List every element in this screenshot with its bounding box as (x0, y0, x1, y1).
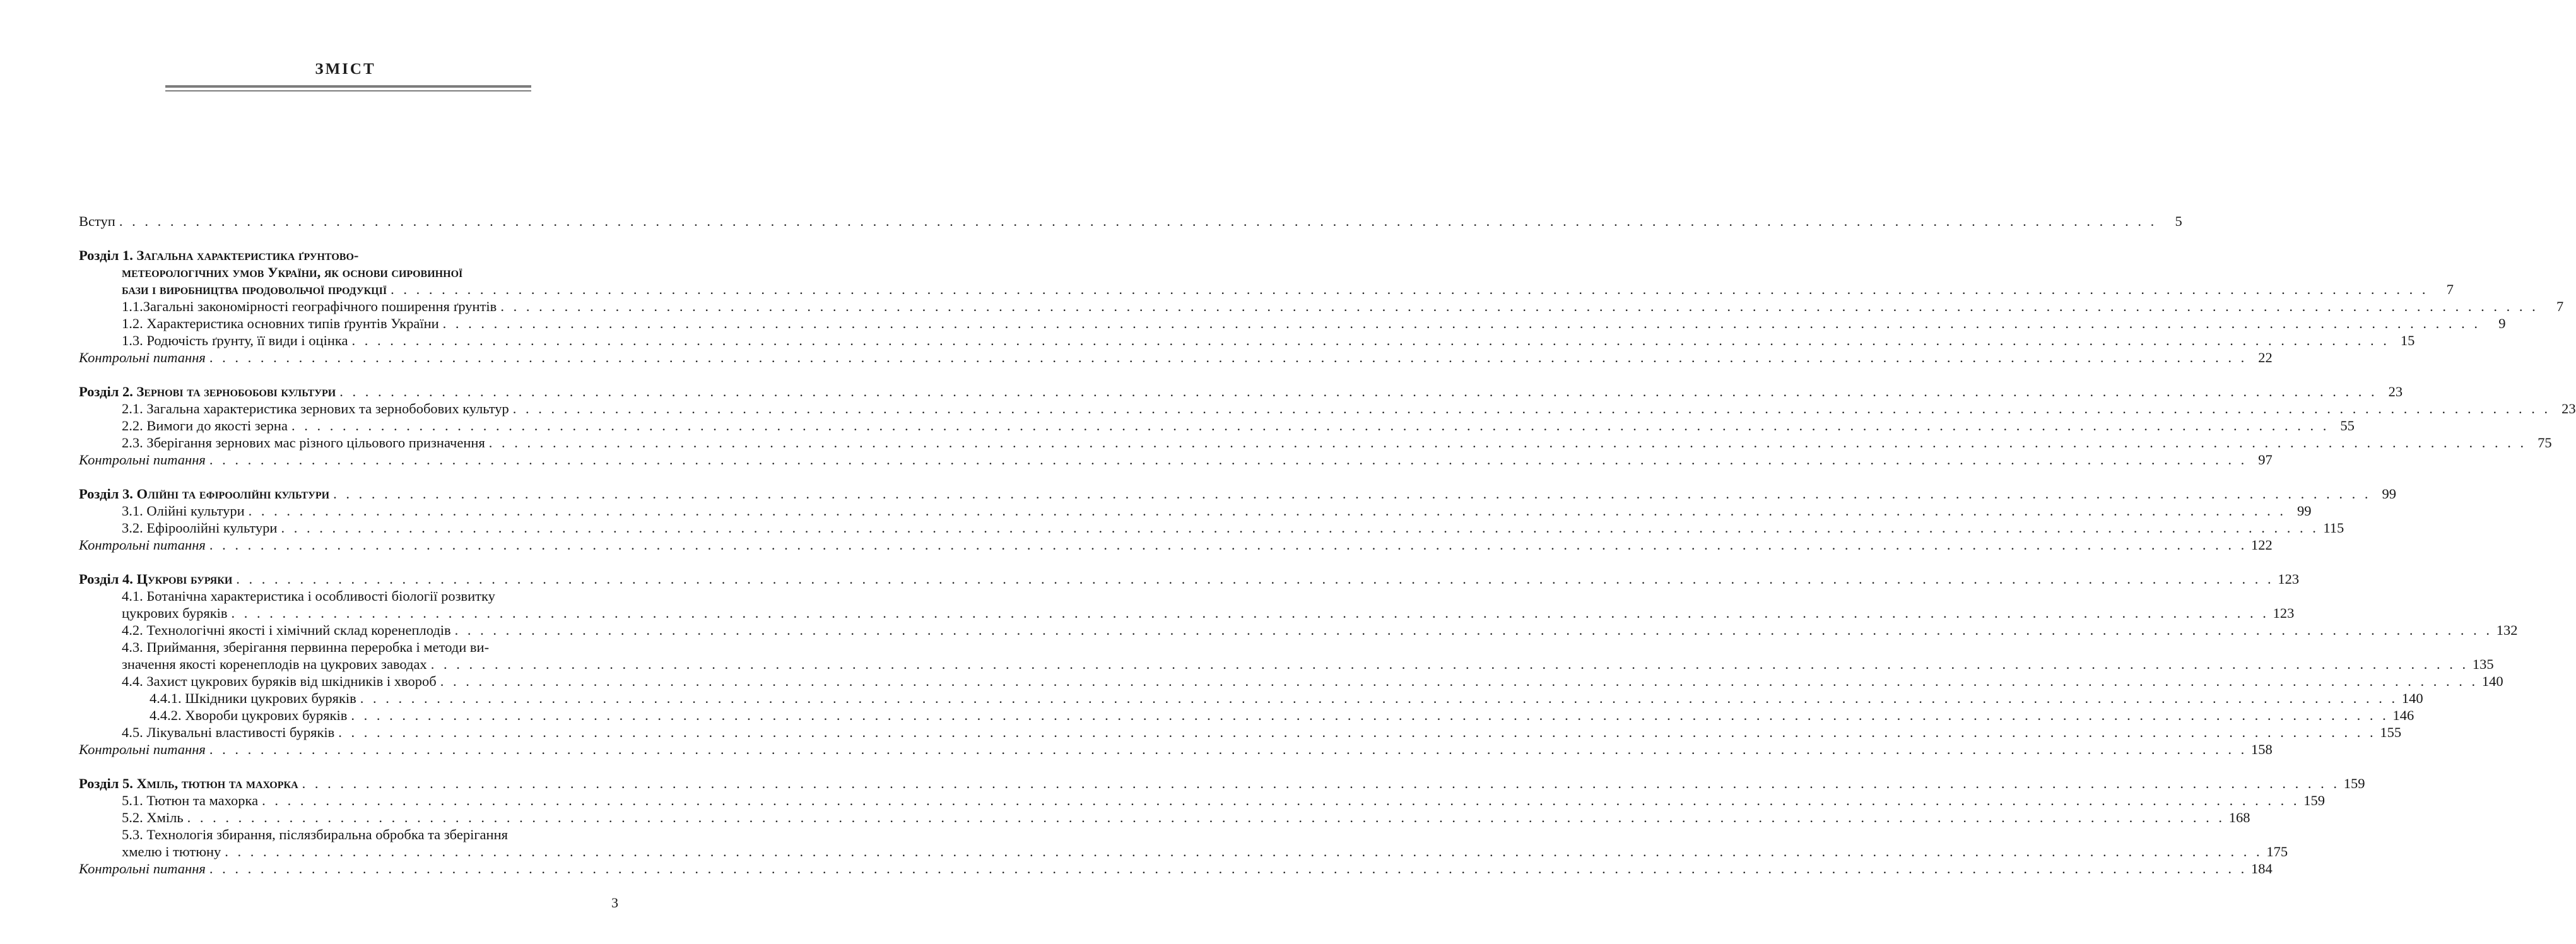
toc-page-number: 122 (2250, 537, 2273, 553)
dot-leader (245, 502, 2290, 519)
toc-page-number: 9 (2498, 316, 2506, 331)
toc-chapter-1 (79, 247, 2564, 366)
toc-entry-questions (79, 741, 2273, 758)
toc-chapter-3 (79, 485, 2396, 553)
dot-leader (277, 519, 2322, 536)
dot-leader (437, 673, 2482, 690)
dot-leader (206, 860, 2251, 877)
toc-entry-questions (79, 860, 2273, 877)
toc-entry-section (79, 298, 2564, 315)
toc-entry-text: 5.2. Хміль (122, 810, 184, 825)
table-of-contents (79, 213, 2576, 894)
toc-page-number: 140 (2401, 690, 2423, 706)
toc-page-number: 135 (2472, 656, 2494, 672)
dot-leader (387, 281, 2432, 298)
toc-entry-text: хмелю і тютюну (122, 844, 221, 859)
toc-page-number: 158 (2250, 741, 2273, 757)
chapter-heading-line (79, 281, 2454, 298)
chapter-heading-line (79, 485, 2396, 502)
dot-leader (427, 656, 2473, 673)
toc-page-number: 123 (2273, 605, 2295, 621)
dot-leader (288, 417, 2333, 434)
toc-entry-section (79, 400, 2576, 417)
toc-entry-section (79, 417, 2355, 434)
dot-leader (334, 724, 2380, 741)
dot-leader (347, 707, 2392, 724)
chapter-title: Хміль, тютюн та махорка (136, 776, 298, 791)
toc-entry-text: 4.4. Захист цукрових буряків від шкідників і хвороб (122, 673, 437, 689)
toc-chapter-4 (79, 570, 2518, 758)
dot-leader (356, 690, 2402, 707)
toc-entry-section (79, 315, 2506, 332)
toc-page-number: 55 (2340, 418, 2355, 434)
dot-leader (221, 843, 2266, 860)
toc-page-number: 132 (2496, 622, 2518, 638)
chapter-title: Олійні та ефіроолійні культури (136, 486, 330, 502)
toc-entry-text: 5.1. Тютюн та махорка (122, 793, 259, 808)
toc-entry-section-continued (79, 605, 2295, 622)
toc-entry-text: Контрольні питання (79, 452, 206, 468)
toc-entry-text: 4.1. Ботанічна характеристика і особливості біології розвитку (122, 588, 495, 604)
chapter-title: Цукрові буряки (136, 571, 233, 587)
dot-leader (451, 622, 2497, 639)
toc-entry-section (79, 519, 2344, 536)
toc-entry-section (79, 809, 2250, 826)
toc-page-number: 140 (2481, 673, 2503, 689)
toc-entry-text: значення якості коренеплодів на цукрових заводах (122, 656, 427, 672)
toc-entry-questions (79, 451, 2273, 468)
toc-entry-text: Контрольні питання (79, 350, 206, 365)
toc-entry-section (79, 673, 2503, 690)
toc-entry-text: 4.3. Приймання, зберігання первинна переробка і методи ви- (122, 639, 490, 655)
toc-entry-section (79, 639, 617, 656)
toc-page-number: 99 (2297, 503, 2312, 519)
toc-entry-intro (79, 213, 2182, 230)
dot-leader (336, 383, 2381, 400)
toc-page-number: 115 (2323, 520, 2344, 536)
toc-entry-text: 4.4.1. Шкідники цукрових буряків (150, 690, 356, 706)
toc-page-number: 146 (2392, 707, 2414, 723)
page-title: ЗМІСТ (315, 61, 376, 78)
toc-entry-text: 2.1. Загальна характеристика зернових та зернобобових культур (122, 401, 509, 416)
dot-leader (485, 434, 2531, 451)
dot-leader (509, 400, 2555, 417)
chapter-title: метеорологічних умов України, як основи сировинної (122, 264, 463, 280)
toc-page-number: 7 (2556, 298, 2564, 314)
toc-page-number: 23 (2561, 401, 2576, 416)
toc-entry-text: цукрових буряків (122, 605, 228, 621)
toc-entry-text: Контрольні питання (79, 741, 206, 757)
toc-entry-questions (79, 349, 2273, 366)
chapter-title: Зернові та зернобобові культури (136, 384, 336, 399)
dot-leader (232, 570, 2278, 587)
toc-entry-section (79, 826, 617, 843)
dot-leader (497, 298, 2542, 315)
page-number: 3 (611, 895, 618, 911)
dot-leader (439, 315, 2485, 332)
toc-page-number: 123 (2278, 571, 2300, 587)
chapter-label: Розділ 1. (79, 247, 133, 263)
chapter-title: Загальна характеристика ґрунтово- (136, 247, 359, 263)
chapter-heading-line (79, 247, 617, 264)
chapter-label: Розділ 3. (79, 486, 133, 502)
chapter-heading-line (79, 570, 2300, 587)
chapter-heading-line (79, 775, 2365, 792)
toc-entry-text: Контрольні питання (79, 861, 206, 876)
chapter-label: Розділ 5. (79, 776, 133, 791)
dot-leader (298, 775, 2344, 792)
dot-leader (206, 451, 2251, 468)
toc-page-number: 15 (2400, 333, 2415, 348)
toc-chapter-2 (79, 383, 2576, 468)
toc-page-number: 184 (2250, 861, 2273, 876)
toc-page-number: 7 (2446, 281, 2454, 297)
toc-page-number: 75 (2538, 435, 2552, 451)
toc-page-number: 168 (2228, 810, 2250, 825)
dot-leader (348, 332, 2393, 349)
chapter-heading-line (79, 264, 617, 281)
title-rule-thin (165, 90, 531, 91)
toc-entry-section (79, 587, 617, 605)
dot-leader (206, 536, 2251, 553)
toc-entry-section (79, 792, 2325, 809)
dot-leader (206, 349, 2251, 366)
chapter-label: Розділ 4. (79, 571, 133, 587)
toc-entry-text: 1.1.Загальні закономірності географічного поширення ґрунтів (122, 298, 497, 314)
dot-leader (228, 605, 2273, 622)
toc-entry-section (79, 332, 2415, 349)
toc-entry-text: 2.3. Зберігання зернових мас різного цільового призначення (122, 435, 485, 451)
toc-entry-text: 2.2. Вимоги до якості зерна (122, 418, 288, 434)
toc-page-number: 175 (2266, 844, 2288, 859)
toc-page-number: 22 (2258, 350, 2273, 365)
chapter-label: Розділ 2. (79, 384, 133, 399)
toc-page-number: 159 (2343, 776, 2365, 791)
toc-entry-subsection (79, 690, 2423, 707)
toc-page-number: 155 (2380, 724, 2402, 740)
dot-leader (206, 741, 2251, 758)
toc-entry-text: 1.3. Родючість ґрунту, її види і оцінка (122, 333, 348, 348)
toc-entry-section (79, 622, 2518, 639)
chapter-title: бази і виробництва продовольчої продукції (122, 281, 387, 297)
toc-entry-text: 4.2. Технологічні якості і хімічний склад коренеплодів (122, 622, 451, 638)
toc-entry-section-continued (79, 843, 2288, 860)
dot-leader (184, 809, 2229, 826)
toc-page-number: 159 (2303, 793, 2325, 808)
title-rule-thick (165, 85, 531, 88)
toc-page-number: 5 (2175, 213, 2182, 229)
toc-entry-text: 3.2. Ефіроолійні культури (122, 520, 278, 536)
chapter-heading-line (79, 383, 2403, 400)
toc-entry-section (79, 502, 2312, 519)
toc-intro-block (79, 213, 2182, 230)
toc-entry-text: Контрольні питання (79, 537, 206, 553)
toc-entry-section (79, 724, 2402, 741)
toc-page-number: 23 (2388, 384, 2403, 399)
toc-entry-text: 1.2. Характеристика основних типів ґрунтів України (122, 316, 439, 331)
toc-entry-text: 4.4.2. Хвороби цукрових буряків (150, 707, 348, 723)
toc-entry-section (79, 434, 2552, 451)
dot-leader (329, 485, 2375, 502)
toc-entry-text: 3.1. Олійні культури (122, 503, 245, 519)
toc-entry-questions (79, 536, 2273, 553)
toc-chapter-5 (79, 775, 2365, 877)
dot-leader (115, 213, 2161, 230)
title-double-rule (165, 85, 531, 93)
dot-leader (258, 792, 2303, 809)
toc-page-number: 99 (2382, 486, 2396, 502)
toc-page-number: 97 (2258, 452, 2273, 468)
toc-entry-text: Вступ (79, 213, 115, 229)
toc-entry-text: 5.3. Технологія збирання, післязбиральна обробка та зберігання (122, 827, 508, 842)
toc-entry-text: 4.5. Лікувальні властивості буряків (122, 724, 335, 740)
toc-entry-section-continued (79, 656, 2494, 673)
toc-entry-subsection (79, 707, 2414, 724)
